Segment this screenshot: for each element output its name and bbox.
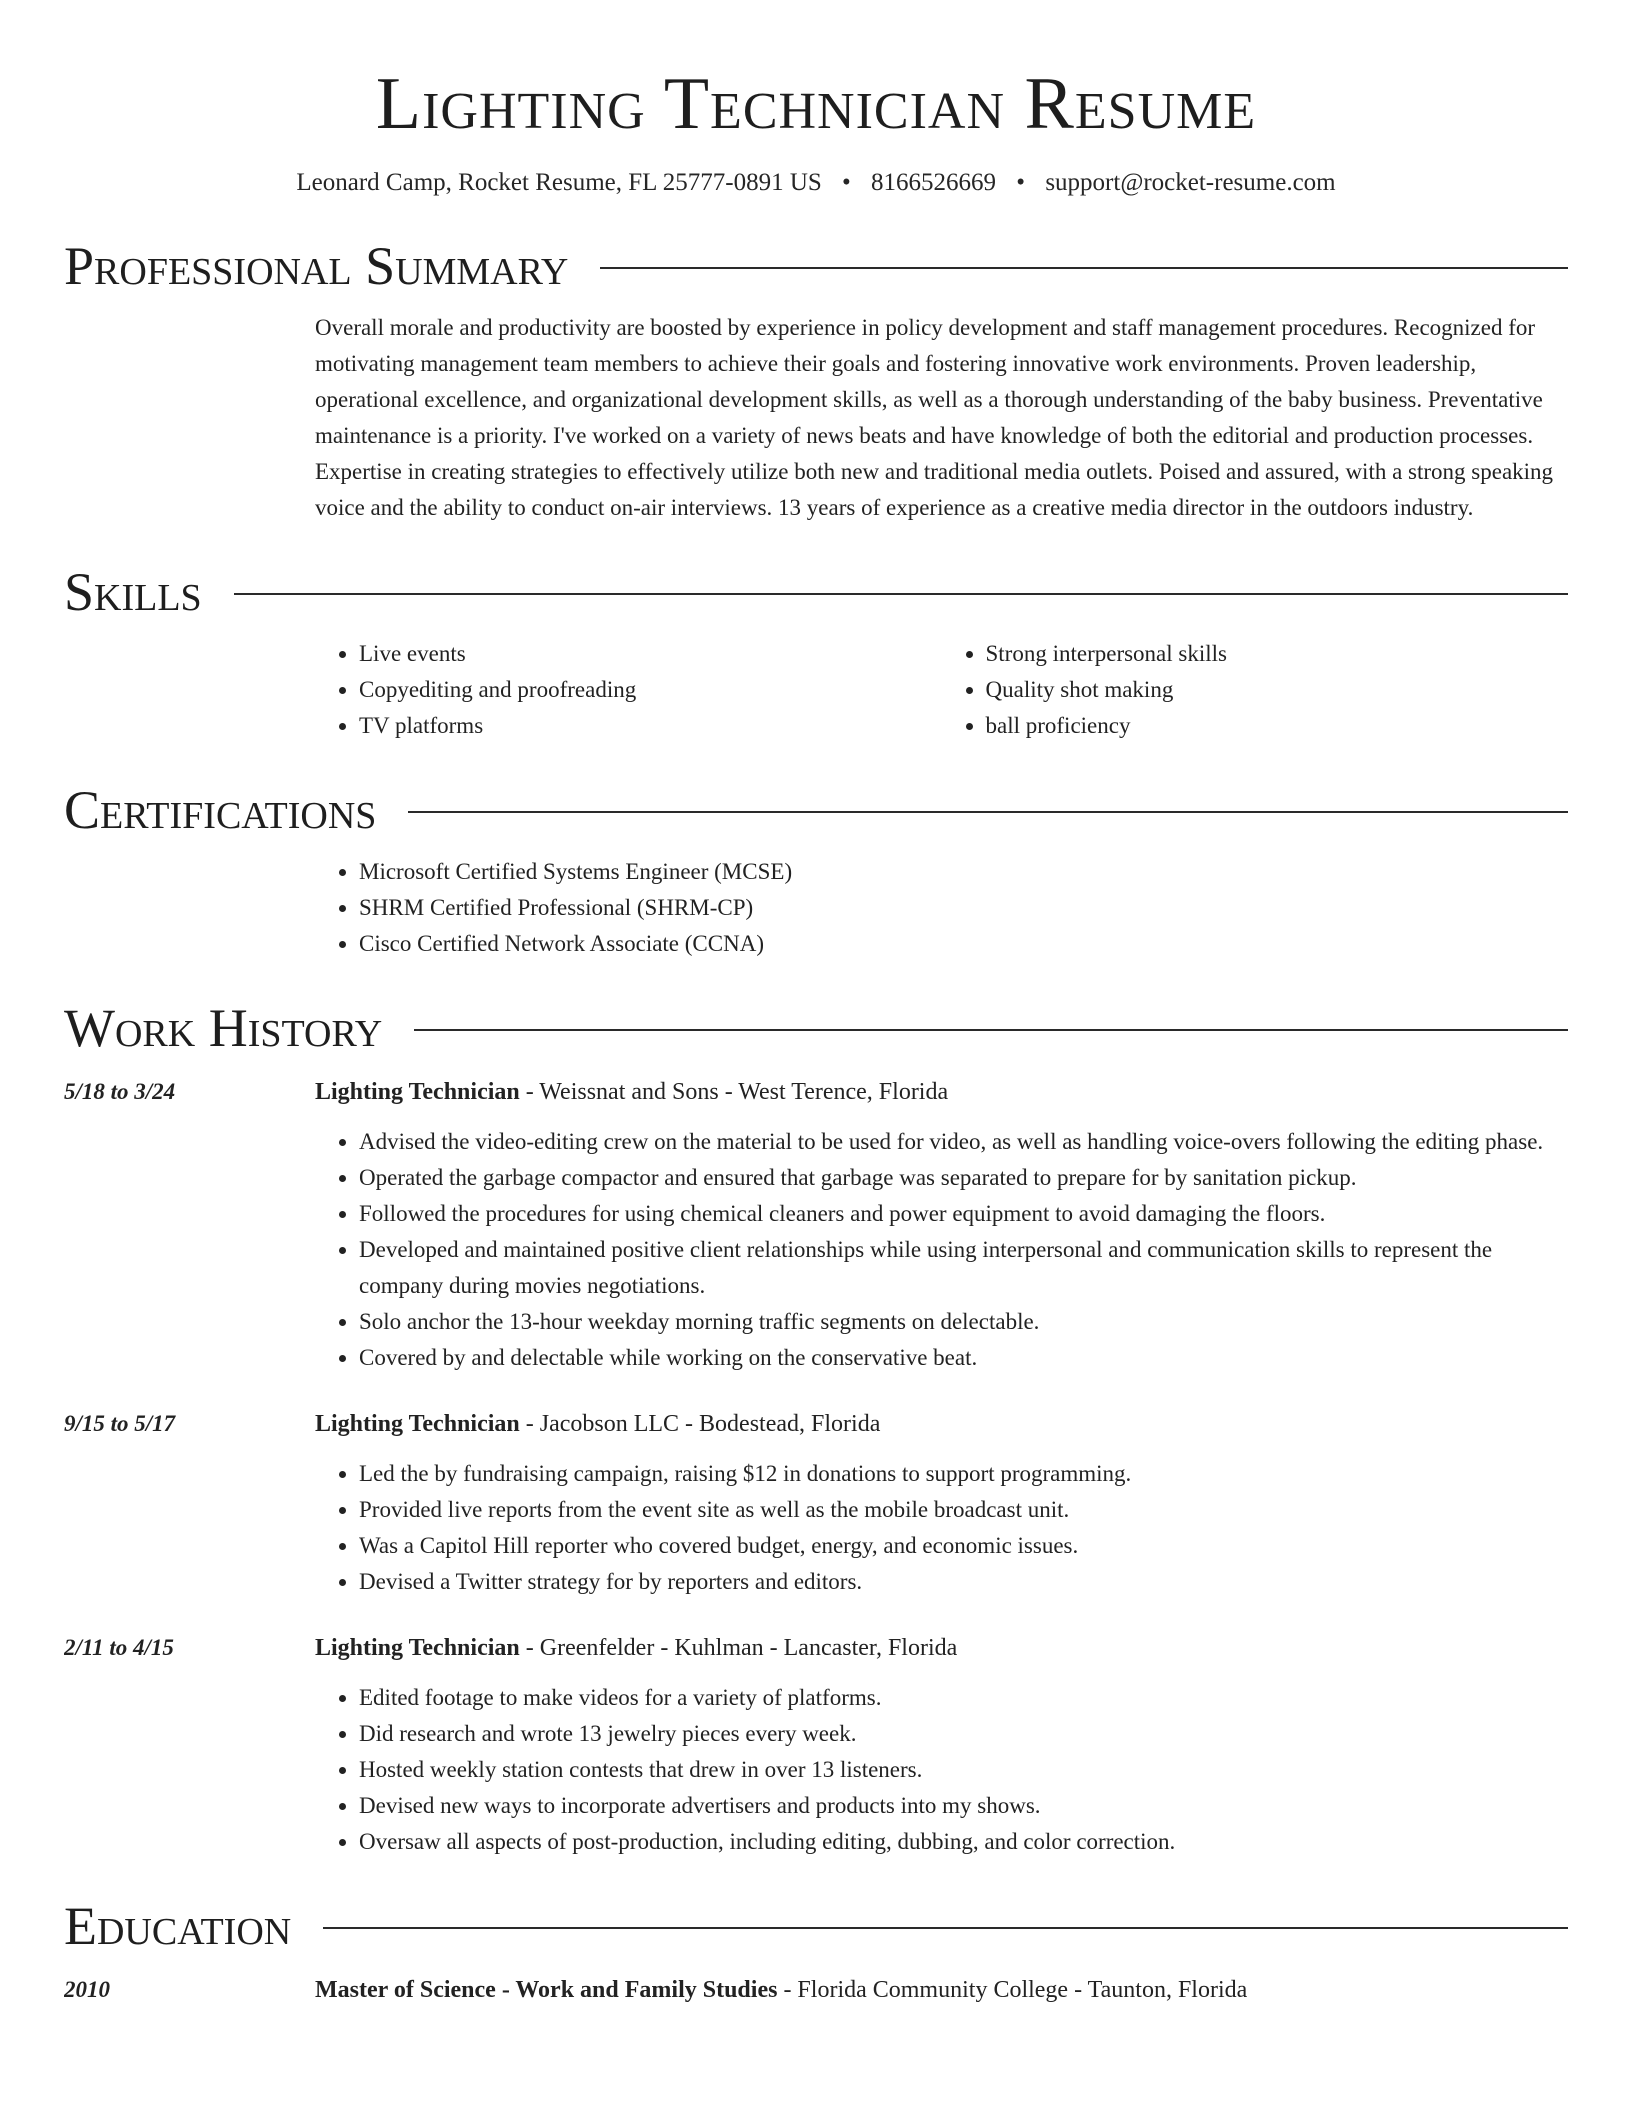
- summary-text: Overall morale and productivity are boosted by experience in policy development and staff management procedures. Recognized for motivating management team members to achieve their goals and fostering innovative work environments. Proven leadership, operational excellence, and organizational development skills, as well as a thorough understanding of the baby business. Preventative maintenance is a priority. I've worked on a variety of news beats and have knowledge of both the editorial and production processes. Expertise in creating strategies to effectively utilize both new and traditional media outlets. Poised and assured, with a strong speaking voice and the ability to conduct on-air interviews. 13 years of experience as a creative media director in the outdoors industry.: [315, 315, 1554, 520]
- skill-item: • Strong interpersonal skills: [986, 636, 1569, 672]
- resume-title: Lighting Technician Resume: [375, 63, 1257, 145]
- education-content: [315, 1972, 1247, 2008]
- job-bullet: • Developed and maintained positive client relationships while using interpersonal and communication skills to represent the company during movies negotiations.: [359, 1232, 1568, 1304]
- skills-heading: Skills: [64, 562, 202, 622]
- certifications-section: [64, 778, 1568, 962]
- job-bullet: • Devised a Twitter strategy for by reporters and editors.: [359, 1564, 1568, 1600]
- job-bullet: • Followed the procedures for using chemical cleaners and power equipment to avoid damaging the floors.: [359, 1196, 1568, 1232]
- job-employer-location: - Jacobson LLC - Bodestead, Florida: [519, 1411, 881, 1437]
- skill-item: • Live events: [359, 636, 942, 672]
- education-institution: - Florida Community College - Taunton, Florida: [777, 1977, 1248, 2003]
- job-employer-location: - Greenfelder - Kuhlman - Lancaster, Florida: [519, 1635, 958, 1661]
- job-dates: 9/15 to 5/17: [64, 1411, 176, 1436]
- section-divider: [600, 267, 1568, 269]
- work-history-section: [64, 996, 1568, 1860]
- job-bullets: [315, 1680, 1568, 1860]
- contact-separator: •: [1016, 169, 1026, 196]
- contact-line: [64, 166, 1568, 200]
- job-bullets: [315, 1124, 1568, 1376]
- skill-item: • TV platforms: [359, 708, 942, 744]
- certifications-heading: Certifications: [64, 780, 377, 840]
- job-bullets: [315, 1456, 1568, 1600]
- summary-body: [315, 310, 1568, 526]
- section-divider: [414, 1029, 1568, 1031]
- section-header: [64, 560, 1568, 624]
- certifications-list: [315, 854, 1568, 962]
- job-entry: [64, 1406, 1568, 1600]
- job-bullet: • Did research and wrote 13 jewelry pieces every week.: [359, 1716, 1568, 1752]
- section-header: [64, 1894, 1568, 1958]
- certifications-body: [315, 854, 1568, 962]
- education-date: 2010: [64, 1977, 110, 2002]
- contact-separator: •: [842, 169, 851, 196]
- job-bullet: • Covered by and delectable while working on the conservative beat.: [359, 1340, 1568, 1376]
- certification-item: • SHRM Certified Professional (SHRM-CP): [359, 890, 1568, 926]
- resume-page: [64, 0, 1568, 2112]
- skills-body: [315, 636, 1568, 744]
- section-header: [64, 234, 1568, 298]
- section-header: [64, 996, 1568, 1060]
- section-divider: [323, 1927, 1568, 1929]
- skills-list-right: [942, 636, 1569, 744]
- job-title-line: [315, 1074, 1568, 1110]
- job-role: Lighting Technician: [315, 1635, 520, 1661]
- job-content: [315, 1406, 1568, 1600]
- contact-email: support@rocket-resume.com: [1045, 169, 1336, 196]
- skill-item: • Quality shot making: [986, 672, 1569, 708]
- job-bullet: • Oversaw all aspects of post-production, including editing, dubbing, and color correction.: [359, 1824, 1568, 1860]
- job-bullet: • Edited footage to make videos for a variety of platforms.: [359, 1680, 1568, 1716]
- job-bullet: • Advised the video-editing crew on the material to be used for video, as well as handling voice-overs following the editing phase.: [359, 1124, 1568, 1160]
- summary-heading: Professional Summary: [64, 236, 569, 296]
- skills-list-left: [315, 636, 942, 744]
- section-header: [64, 778, 1568, 842]
- skills-section: [64, 560, 1568, 744]
- job-role: Lighting Technician: [315, 1411, 520, 1437]
- job-role: Lighting Technician: [315, 1079, 520, 1105]
- education-section: [64, 1894, 1568, 2008]
- job-bullet: • Devised new ways to incorporate advertisers and products into my shows.: [359, 1788, 1568, 1824]
- section-divider: [234, 593, 1568, 595]
- education-heading: Education: [64, 1896, 292, 1956]
- section-divider: [408, 811, 1568, 813]
- job-bullet: • Led the by fundraising campaign, raising $12 in donations to support programming.: [359, 1456, 1568, 1492]
- job-employer-location: - Weissnat and Sons - West Terence, Florida: [519, 1079, 949, 1105]
- job-content: [315, 1630, 1568, 1860]
- job-bullet: • Operated the garbage compactor and ensured that garbage was separated to prepare for by sanitation pickup.: [359, 1160, 1568, 1196]
- certification-item: • Cisco Certified Network Associate (CCNA): [359, 926, 1568, 962]
- job-entry: [64, 1074, 1568, 1376]
- contact-phone: 8166526669: [871, 169, 997, 196]
- summary-section: [64, 234, 1568, 526]
- job-entry: [64, 1630, 1568, 1860]
- job-bullet: • Hosted weekly station contests that drew in over 13 listeners.: [359, 1752, 1568, 1788]
- work-history-heading: Work History: [64, 998, 383, 1058]
- skill-item: • ball proficiency: [986, 708, 1569, 744]
- job-bullet: • Was a Capitol Hill reporter who covered budget, energy, and economic issues.: [359, 1528, 1568, 1564]
- contact-address: Leonard Camp, Rocket Resume, FL 25777-0891 US: [296, 169, 822, 196]
- job-content: [315, 1074, 1568, 1376]
- education-degree: Master of Science - Work and Family Studies: [315, 1977, 778, 2003]
- certification-item: • Microsoft Certified Systems Engineer (MCSE): [359, 854, 1568, 890]
- job-bullet: • Provided live reports from the event site as well as the mobile broadcast unit.: [359, 1492, 1568, 1528]
- job-dates: 5/18 to 3/24: [64, 1079, 176, 1104]
- job-title-line: [315, 1630, 1568, 1666]
- job-title-line: [315, 1406, 1568, 1442]
- education-entry: [64, 1972, 1568, 2008]
- job-bullet: • Solo anchor the 13-hour weekday morning traffic segments on delectable.: [359, 1304, 1568, 1340]
- skill-item: • Copyediting and proofreading: [359, 672, 942, 708]
- job-dates: 2/11 to 4/15: [64, 1635, 174, 1660]
